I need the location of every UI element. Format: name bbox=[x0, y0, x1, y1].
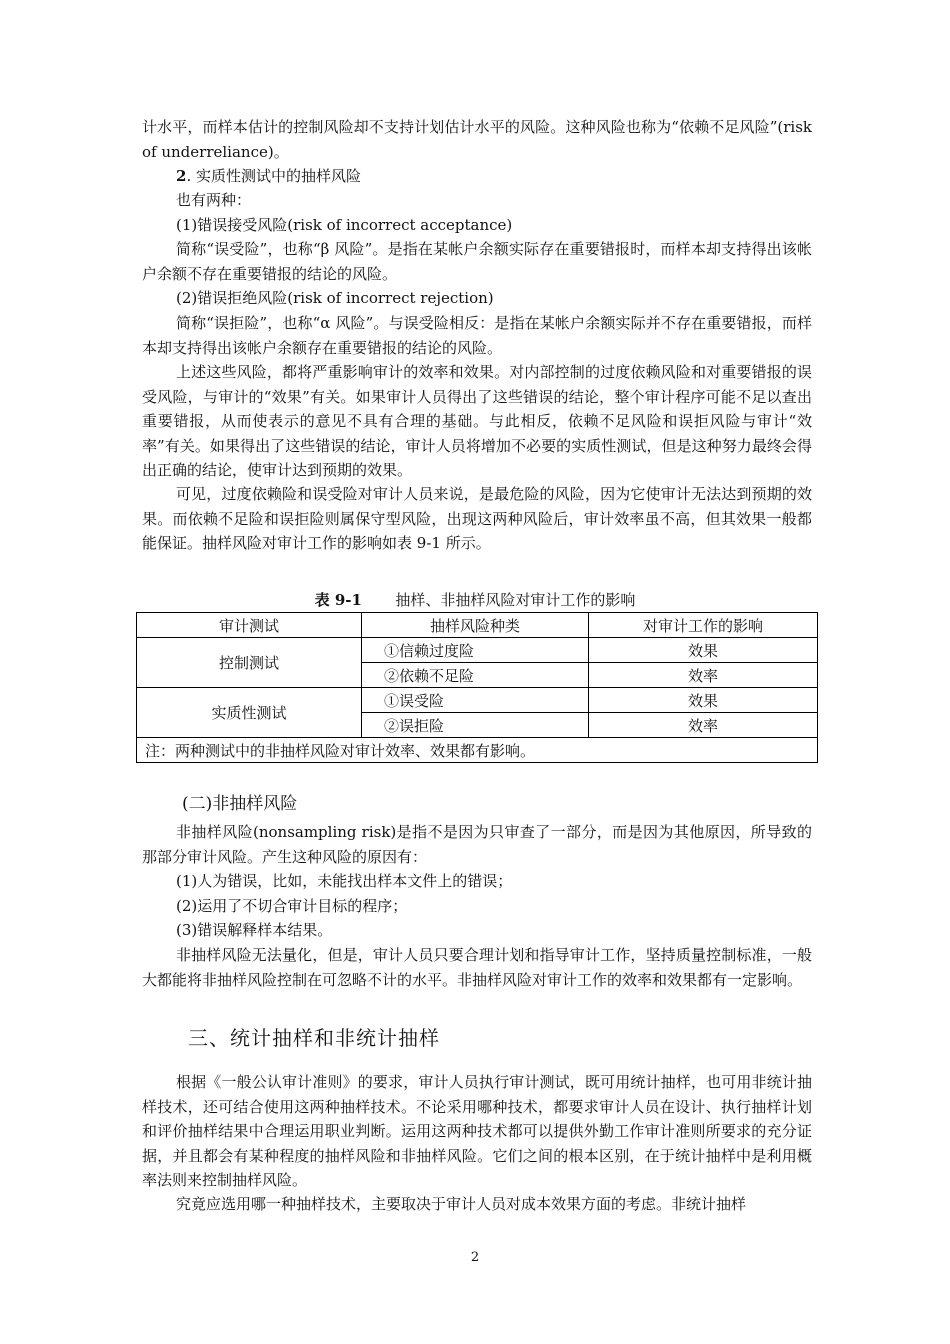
paragraph-alpha-risk: 简称“误拒险”，也称“α 风险”。与误受险相反：是指在某帐户余额实际并不存在重要错报，而样本却支持得出该帐户余额存在重要错报的结论的风险。 bbox=[142, 314, 812, 357]
paragraph-nonsampling-definition: 非抽样风险(nonsampling risk)是指不是因为只审查了一部分，而是因为其他原因，所导致的那部分审计风险。产生这种风险的原因有： bbox=[142, 823, 812, 866]
risk-cell: ①误受险 bbox=[362, 688, 589, 713]
paragraph-efficiency-effect: 上述这些风险，都将严重影响审计的效率和效果。对内部控制的过度依赖风险和对重要错报的误受风险，与审计的“效果”有关。如果审计人员得出了这些错误的结论，整个审计程序可能不足以查出重要错报，从而使表示的意见不具有合理的基础。与此相反，依赖不足风险和误拒风险与审计“效率”有关。如果得出了这些错误的结论，审计人员将增加不必要的实质性测试，但是这种努力最终会得出正确的结论，使审计达到预期的效果。 bbox=[142, 363, 812, 479]
effect-cell: 效率 bbox=[589, 713, 818, 738]
table-row bbox=[137, 688, 818, 713]
page-number: 2 bbox=[470, 1250, 480, 1265]
risk-cell: ②依赖不足险 bbox=[362, 663, 589, 688]
table-caption: 表 9-1 抽样、非抽样风险对审计工作的影响 bbox=[314, 591, 636, 609]
paragraph-beta-risk: 简称“误受险”，也称“β 风险”。是指在某帐户余额实际存在重要错报时，而样本却支持得出该帐户余额不存在重要错报的结论的风险。 bbox=[142, 240, 812, 283]
header-cell: 对审计工作的影响 bbox=[589, 613, 818, 638]
list-item: (1)人为错误，比如，未能找出样本文件上的错误； bbox=[176, 872, 513, 890]
effect-cell: 效果 bbox=[589, 638, 818, 663]
section-heading-substantive: 2. 实质性测试中的抽样风险 bbox=[176, 167, 361, 185]
risk-cell: ②误拒险 bbox=[362, 713, 589, 738]
header-cell: 审计测试 bbox=[137, 613, 362, 638]
paragraph-nonsampling-control: 非抽样风险无法量化，但是，审计人员只要合理计划和指导审计工作，坚持质量控制标准，一般大都能将非抽样风险控制在可忽略不计的水平。非抽样风险对审计工作的效率和效果都有一定影响。 bbox=[142, 946, 812, 989]
sampling-risk-table bbox=[136, 612, 818, 763]
list-item: (2)运用了不切合审计目标的程序； bbox=[176, 897, 408, 915]
paragraph-gaas: 根据《一般公认审计准则》的要求，审计人员执行审计测试，既可用统计抽样，也可用非统计抽样技术，还可结合使用这两种抽样技术。不论采用哪种技术，都要求审计人员在设计、执行抽样计划和评价抽样结果中合理运用职业判断。运用这两种技术都可以提供外勤工作审计准则所要求的充分证据，并且都会有某种程度的抽样风险和非抽样风险。它们之间的根本区别，在于统计抽样中是利用概率法则来控制抽样风险。 bbox=[142, 1073, 812, 1189]
table-note-row bbox=[137, 738, 818, 763]
paragraph-two-kinds: 也有两种： bbox=[176, 191, 252, 209]
paragraph-conclusion: 可见，过度依赖险和误受险对审计人员来说，是最危险的风险，因为它使审计无法达到预期的效果。而依赖不足险和误拒险则属保守型风险，出现这两种风险后，审计效率虽不高，但其效果一般都能保证。抽样风险对审计工作的影响如表 9-1 所示。 bbox=[142, 485, 812, 552]
section-heading-statistical-sampling: 三、统计抽样和非统计抽样 bbox=[188, 1026, 440, 1050]
effect-cell: 效率 bbox=[589, 663, 818, 688]
item-incorrect-acceptance: (1)错误接受风险(risk of incorrect acceptance) bbox=[176, 216, 513, 234]
header-cell: 抽样风险种类 bbox=[362, 613, 589, 638]
subsection-heading-nonsampling: (二)非抽样风险 bbox=[182, 794, 298, 814]
test-cell: 实质性测试 bbox=[137, 688, 362, 738]
paragraph-underreliance: 计水平，而样本估计的控制风险却不支持计划估计水平的风险。这种风险也称为“依赖不足风险”(risk of underreliance)。 bbox=[142, 118, 812, 161]
item-incorrect-rejection: (2)错误拒绝风险(risk of incorrect rejection) bbox=[176, 289, 494, 307]
test-cell: 控制测试 bbox=[137, 638, 362, 688]
table-header-row bbox=[137, 613, 818, 638]
table-row bbox=[137, 638, 818, 663]
table-note: 注：两种测试中的非抽样风险对审计效率、效果都有影响。 bbox=[137, 738, 818, 763]
paragraph-cost-benefit: 究竟应选用哪一种抽样技术，主要取决于审计人员对成本效果方面的考虑。非统计抽样 bbox=[176, 1195, 747, 1213]
list-item: (3)错误解释样本结果。 bbox=[176, 921, 333, 939]
risk-cell: ①信赖过度险 bbox=[362, 638, 589, 663]
effect-cell: 效果 bbox=[589, 688, 818, 713]
